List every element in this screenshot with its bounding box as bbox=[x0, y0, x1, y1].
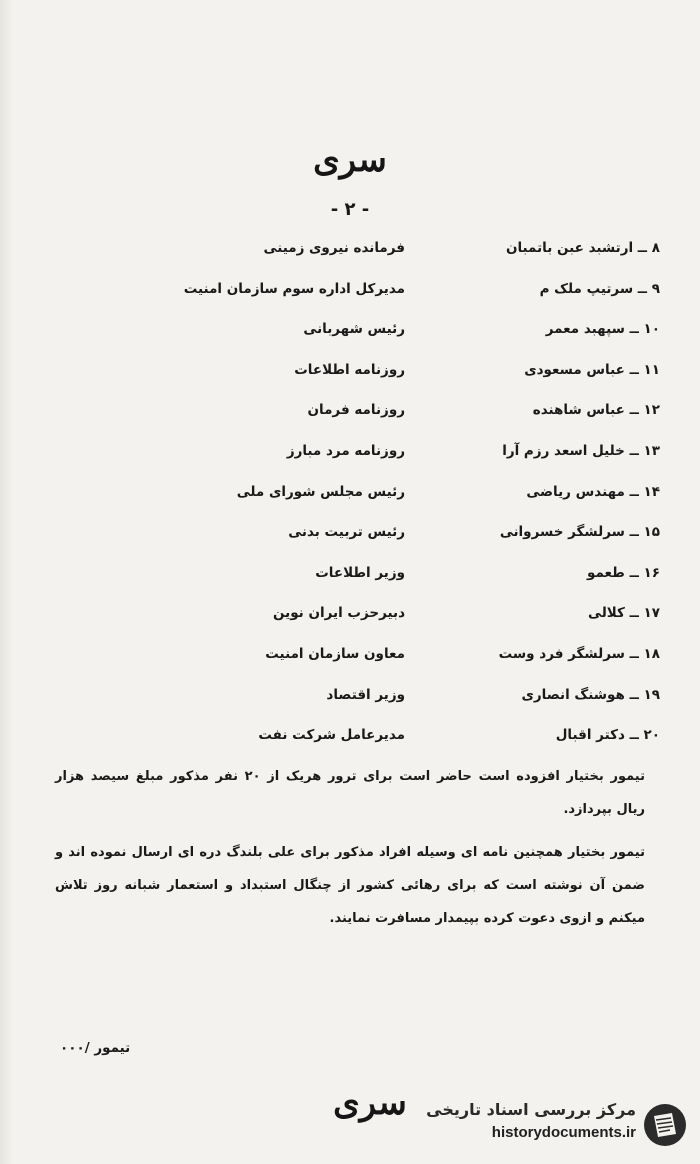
entry-row bbox=[40, 638, 660, 679]
entry-row bbox=[40, 313, 660, 354]
entry-title: رئیس مجلس شورای ملی bbox=[236, 483, 405, 500]
document-archive-logo-icon bbox=[642, 1102, 688, 1148]
entry-title: مدیرعامل شرکت نفت bbox=[258, 727, 405, 744]
entry-title: فرمانده نیروی زمینی bbox=[263, 240, 405, 256]
entry-number: ۱۲ bbox=[643, 402, 660, 419]
entry-row bbox=[40, 679, 660, 720]
entry-separator: ــ bbox=[624, 321, 644, 338]
entry-number: ۱۵ bbox=[643, 524, 660, 541]
entry-number-name bbox=[460, 281, 660, 297]
entry-number-name bbox=[460, 321, 660, 337]
entry-row bbox=[40, 232, 660, 273]
entry-number: ۱۱ bbox=[643, 361, 660, 378]
entry-list bbox=[40, 232, 660, 760]
entry-title: معاون سازمان امنیت bbox=[265, 645, 405, 662]
entry-row bbox=[40, 516, 660, 557]
entry-number-name bbox=[460, 727, 660, 743]
entry-separator: ــ bbox=[624, 727, 644, 744]
entry-separator: ــ bbox=[624, 524, 644, 541]
entry-row bbox=[40, 273, 660, 314]
entry-separator: ــ bbox=[624, 483, 644, 500]
entry-title: روزنامه فرمان bbox=[307, 402, 405, 419]
watermark-title: مرکز بررسی اسناد تاریخی bbox=[426, 1100, 636, 1119]
classification-footer: سری bbox=[333, 1083, 407, 1123]
entry-row bbox=[40, 476, 660, 517]
entry-name: مهندس ریاضی bbox=[526, 483, 625, 500]
entry-name: خلیل اسعد رزم آرا bbox=[502, 442, 625, 459]
entry-title: وزیر اطلاعات bbox=[315, 564, 405, 581]
paragraph-1: تیمور بختیار افزوده است حاضر است برای ترور هریک از ۲۰ نفر مذکور مبلغ سیصد هزار ریال بپردازد. bbox=[55, 769, 645, 817]
entry-title: وزیر اقتصاد bbox=[326, 686, 405, 703]
entry-name: کلالی bbox=[588, 605, 625, 622]
entry-title: دبیرحزب ایران نوین bbox=[273, 605, 405, 622]
entry-title: روزنامه مرد مبارز bbox=[286, 442, 405, 459]
entry-separator: ــ bbox=[633, 280, 652, 297]
entry-number: ۱۸ bbox=[643, 645, 660, 662]
entry-title: رئیس تربیت بدنی bbox=[288, 524, 405, 541]
entry-name: دکتر اقبال bbox=[555, 727, 625, 744]
entry-number: ۲۰ bbox=[643, 727, 660, 744]
entry-name: هوشنگ انصاری bbox=[521, 686, 625, 703]
entry-number: ۱۹ bbox=[643, 686, 660, 703]
entry-separator: ــ bbox=[624, 605, 644, 622]
entry-number-name bbox=[460, 240, 660, 256]
entry-row bbox=[40, 394, 660, 435]
entry-separator: ــ bbox=[624, 645, 644, 662]
entry-title: روزنامه اطلاعات bbox=[294, 361, 405, 378]
entry-number: ۸ bbox=[651, 240, 660, 256]
entry-name: سرلشگر فرد وست bbox=[498, 645, 625, 662]
entry-name: عباس شاهنده bbox=[532, 402, 625, 419]
entry-separator: ــ bbox=[633, 240, 652, 256]
entry-number: ۱۰ bbox=[643, 321, 660, 338]
entry-number: ۱۷ bbox=[643, 605, 660, 622]
entry-row bbox=[40, 354, 660, 395]
watermark-url: historydocuments.ir bbox=[491, 1124, 636, 1141]
entry-name: طعمو bbox=[587, 564, 625, 581]
watermark bbox=[404, 1098, 694, 1150]
entry-number-name bbox=[460, 402, 660, 418]
entry-number-name bbox=[460, 524, 660, 540]
entry-separator: ــ bbox=[624, 402, 644, 419]
paragraph-2: تیمور بختیار همچنین نامه ای وسیله افراد مذکور برای علی بلندگ دره ای ارسال نموده اند و ضمن آن نوشته است که برای رهائی کشور از چنگال استبداد و استعمار شبانه روز تلاش میکنم و ازوی دعوت کرده بپیمدار مسافرت نمایند. bbox=[55, 845, 645, 926]
entry-name: عباس مسعودی bbox=[524, 361, 625, 378]
entry-name: سپهبد معمر bbox=[545, 321, 625, 338]
entry-number-name bbox=[460, 443, 660, 459]
entry-row bbox=[40, 557, 660, 598]
entry-number: ۹ bbox=[651, 280, 660, 297]
classification-header: سری bbox=[313, 140, 387, 180]
entry-number-name bbox=[460, 605, 660, 621]
entry-number-name bbox=[460, 565, 660, 581]
entry-separator: ــ bbox=[624, 361, 644, 378]
entry-name: سرلشگر خسروانی bbox=[499, 524, 625, 541]
signature: تیمور /۰۰۰ bbox=[60, 1040, 131, 1056]
entry-number-name bbox=[460, 484, 660, 500]
entry-number: ۱۳ bbox=[643, 442, 660, 459]
entry-number-name bbox=[460, 646, 660, 662]
entry-name: ارتشبد عبن باتمبان bbox=[505, 240, 634, 256]
entry-title: رئیس شهربانی bbox=[303, 321, 405, 338]
entry-separator: ــ bbox=[624, 442, 644, 459]
entry-title: مدیرکل اداره سوم سازمان امنیت bbox=[183, 280, 405, 297]
entry-row bbox=[40, 597, 660, 638]
page-number: - ۲ - bbox=[330, 199, 370, 220]
entry-number: ۱۶ bbox=[643, 564, 660, 581]
entry-row bbox=[40, 435, 660, 476]
entry-separator: ــ bbox=[624, 564, 644, 581]
entry-name: سرتیپ ملک م bbox=[539, 280, 634, 297]
entry-number-name bbox=[460, 687, 660, 703]
entry-number-name bbox=[460, 362, 660, 378]
entry-number: ۱۴ bbox=[643, 483, 660, 500]
entry-separator: ــ bbox=[624, 686, 644, 703]
entry-row bbox=[40, 719, 660, 760]
